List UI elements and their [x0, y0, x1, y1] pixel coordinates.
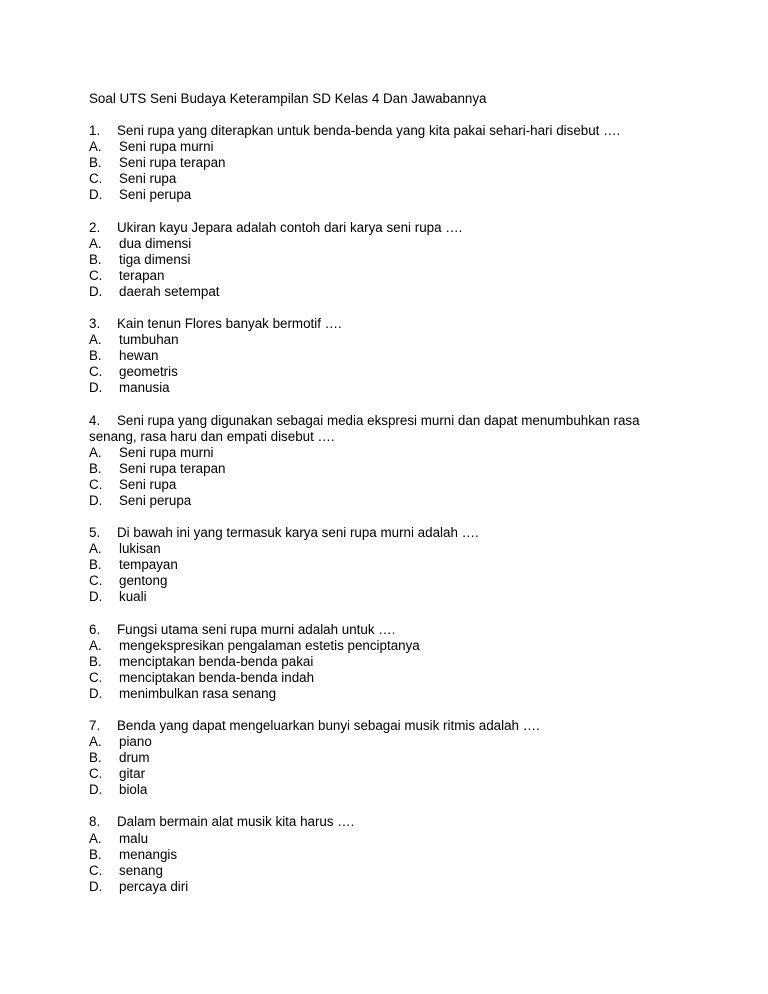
- option-letter: C.: [89, 364, 103, 380]
- option-text: malu: [119, 830, 149, 846]
- question-number: 4.: [89, 412, 101, 428]
- answer-option: [89, 187, 689, 203]
- option-text: tiga dimensi: [119, 251, 191, 267]
- document-title: Soal UTS Seni Budaya Keterampilan SD Kelas 4 Dan Jawabannya: [89, 91, 487, 106]
- answer-option: [89, 831, 689, 847]
- option-letter: B.: [89, 653, 102, 669]
- question-text: Seni rupa yang diterapkan untuk benda-benda yang kita pakai sehari-hari disebut ….: [117, 123, 621, 139]
- question-text: Ukiran kayu Jepara adalah contoh dari karya seni rupa ….: [117, 219, 463, 235]
- option-text: kuali: [119, 589, 147, 605]
- question-number: 3.: [89, 316, 101, 332]
- option-letter: C.: [89, 573, 103, 589]
- question-block: [89, 718, 689, 798]
- option-letter: B.: [89, 155, 102, 171]
- option-text: manusia: [119, 380, 170, 396]
- option-letter: A.: [89, 541, 102, 557]
- question-number: 6.: [89, 621, 101, 637]
- answer-option: [89, 589, 689, 605]
- answer-option: [89, 364, 689, 380]
- question-number: 2.: [89, 219, 101, 235]
- option-letter: B.: [89, 846, 102, 862]
- option-letter: A.: [89, 830, 102, 846]
- option-letter: C.: [89, 267, 103, 283]
- option-text: mengekspresikan pengalaman estetis penciptanya: [119, 637, 420, 653]
- option-text: daerah setempat: [119, 283, 220, 299]
- question-block: [89, 413, 689, 510]
- answer-option: [89, 557, 689, 573]
- option-letter: D.: [89, 685, 103, 701]
- option-letter: B.: [89, 750, 102, 766]
- option-text: menangis: [119, 846, 178, 862]
- option-letter: D.: [89, 878, 103, 894]
- answer-option: [89, 734, 689, 750]
- answer-option: [89, 380, 689, 396]
- option-text: Seni perupa: [119, 187, 192, 203]
- option-text: terapan: [119, 267, 165, 283]
- answer-option: [89, 638, 689, 654]
- question-number: 8.: [89, 814, 101, 830]
- question-text: Seni rupa yang digunakan sebagai media ekspresi murni dan dapat menumbuhkan rasa: [117, 412, 640, 428]
- option-text: menciptakan benda-benda pakai: [119, 653, 314, 669]
- answer-option: [89, 284, 689, 300]
- option-text: piano: [119, 734, 152, 750]
- question-text: Dalam bermain alat musik kita harus ….: [117, 814, 355, 830]
- answer-option: [89, 461, 689, 477]
- answer-option: [89, 766, 689, 782]
- option-letter: A.: [89, 637, 102, 653]
- question-list: [89, 123, 689, 895]
- option-text: Seni rupa murni: [119, 139, 214, 155]
- option-letter: D.: [89, 283, 103, 299]
- option-letter: C.: [89, 669, 103, 685]
- answer-option: [89, 750, 689, 766]
- answer-option: [89, 252, 689, 268]
- question-line: [89, 622, 689, 638]
- option-letter: D.: [89, 589, 103, 605]
- question-number: 1.: [89, 123, 101, 139]
- question-block: [89, 622, 689, 702]
- option-text: Seni rupa: [119, 476, 177, 492]
- option-letter: D.: [89, 380, 103, 396]
- answer-option: [89, 573, 689, 589]
- option-letter: A.: [89, 734, 102, 750]
- question-text-continuation: senang, rasa haru dan empati disebut ….: [89, 428, 335, 444]
- question-line: [89, 814, 689, 830]
- question-number: 7.: [89, 718, 101, 733]
- option-text: hewan: [119, 348, 159, 364]
- option-text: dua dimensi: [119, 235, 192, 251]
- answer-option: [89, 879, 689, 895]
- option-letter: C.: [89, 476, 103, 492]
- option-letter: A.: [89, 139, 102, 155]
- option-letter: C.: [89, 766, 103, 782]
- answer-option: [89, 863, 689, 879]
- question-number: 5.: [89, 525, 101, 541]
- question-text: Fungsi utama seni rupa murni adalah untuk ….: [117, 621, 396, 637]
- answer-option: [89, 847, 689, 863]
- answer-option: [89, 139, 689, 155]
- question-line: [89, 413, 689, 429]
- question-block: [89, 814, 689, 894]
- option-text: percaya diri: [119, 878, 189, 894]
- option-text: gitar: [119, 766, 146, 782]
- option-text: geometris: [119, 364, 178, 380]
- option-text: Seni rupa murni: [119, 444, 214, 460]
- question-block: [89, 316, 689, 396]
- question-block: [89, 220, 689, 300]
- answer-option: [89, 541, 689, 557]
- option-letter: B.: [89, 251, 102, 267]
- answer-option: [89, 155, 689, 171]
- option-text: tempayan: [119, 557, 178, 573]
- option-text: tumbuhan: [119, 332, 179, 348]
- question-text: Benda yang dapat mengeluarkan bunyi sebagai musik ritmis adalah ….: [117, 718, 540, 733]
- answer-option: [89, 493, 689, 509]
- answer-option: [89, 348, 689, 364]
- answer-option: [89, 477, 689, 493]
- option-text: menciptakan benda-benda indah: [119, 669, 315, 685]
- option-text: Seni rupa: [119, 171, 177, 187]
- answer-option: [89, 686, 689, 702]
- answer-option: [89, 332, 689, 348]
- option-text: drum: [119, 750, 150, 766]
- answer-option: [89, 171, 689, 187]
- question-line: [89, 316, 689, 332]
- option-letter: D.: [89, 782, 103, 798]
- question-block: [89, 525, 689, 605]
- option-letter: A.: [89, 332, 102, 348]
- question-line: [89, 220, 689, 236]
- option-text: biola: [119, 782, 148, 798]
- option-letter: D.: [89, 187, 103, 203]
- answer-option: [89, 445, 689, 461]
- question-line: [89, 525, 689, 541]
- option-text: Seni rupa terapan: [119, 460, 226, 476]
- option-letter: B.: [89, 557, 102, 573]
- question-line: [89, 123, 689, 139]
- option-letter: D.: [89, 492, 103, 508]
- option-letter: B.: [89, 348, 102, 364]
- option-text: Seni perupa: [119, 492, 192, 508]
- option-text: senang: [119, 862, 163, 878]
- answer-option: [89, 670, 689, 686]
- option-letter: C.: [89, 171, 103, 187]
- option-letter: C.: [89, 862, 103, 878]
- answer-option: [89, 236, 689, 252]
- option-text: Seni rupa terapan: [119, 155, 226, 171]
- answer-option: [89, 654, 689, 670]
- question-line: [89, 718, 689, 734]
- option-letter: A.: [89, 444, 102, 460]
- answer-option: [89, 268, 689, 284]
- document-page: [89, 91, 689, 911]
- question-text: Kain tenun Flores banyak bermotif ….: [117, 316, 342, 332]
- option-letter: B.: [89, 460, 102, 476]
- answer-option: [89, 782, 689, 798]
- question-block: [89, 123, 689, 203]
- option-text: lukisan: [119, 541, 161, 557]
- option-letter: A.: [89, 235, 102, 251]
- option-text: menimbulkan rasa senang: [119, 685, 277, 701]
- option-text: gentong: [119, 573, 168, 589]
- question-text: Di bawah ini yang termasuk karya seni rupa murni adalah ….: [117, 525, 479, 541]
